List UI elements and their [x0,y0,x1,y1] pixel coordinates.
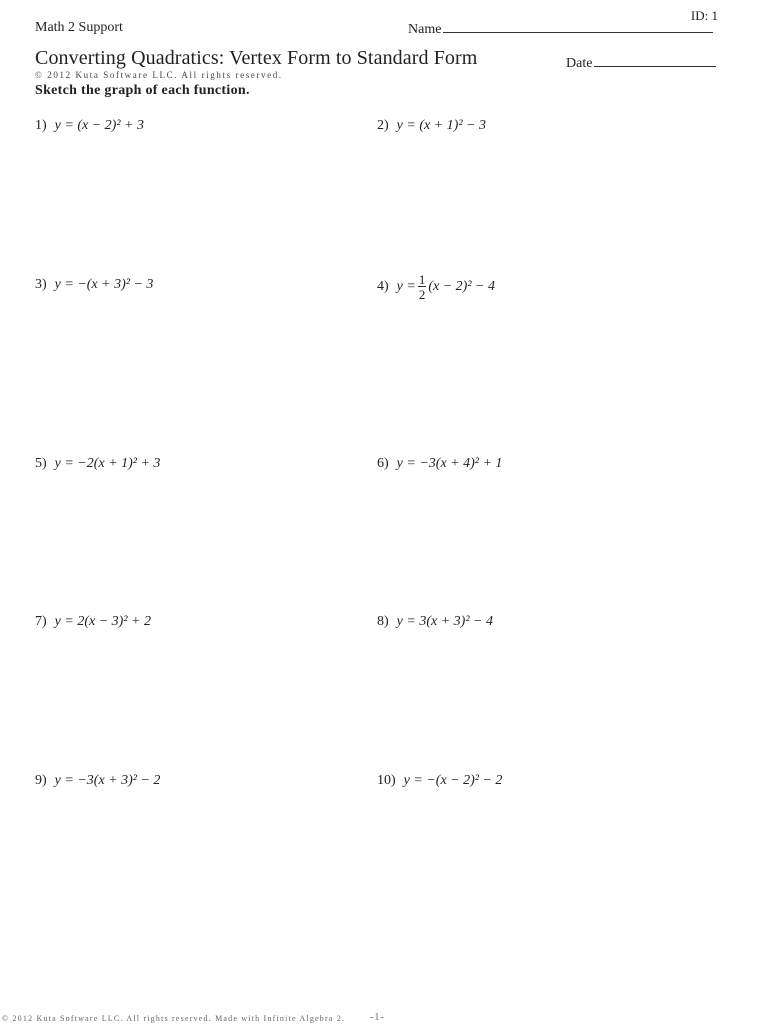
fraction-numerator: 1 [418,272,426,287]
footer-copyright: © 2012 Kuta Software LLC. All rights reserved. Made with Infinite Algebra 2. [2,1014,346,1023]
problem-number: 4) [377,279,389,294]
fraction [418,273,427,301]
problem-number: 1) [35,118,47,133]
problem-number: 5) [35,456,47,471]
problem-equation: y = (x + 1)² − 3 [396,118,486,133]
problem-5 [35,456,160,472]
problem-6 [377,456,502,472]
problem-7 [35,614,151,630]
problem-1 [35,118,144,134]
worksheet-id: ID: 1 [690,8,718,23]
name-field [408,20,713,38]
problem-equation: y = −2(x + 1)² + 3 [54,456,161,471]
problem-equation: y = 3(x + 3)² − 4 [396,614,493,629]
date-label: Date [566,56,593,71]
problem-2 [377,118,486,134]
problem-number: 8) [377,614,389,629]
problem-equation-lead: y = [396,279,416,294]
problem-8 [377,614,493,630]
name-label: Name [408,22,442,37]
problem-number: 6) [377,456,389,471]
worksheet-title: Converting Quadratics: Vertex Form to Standard Form [35,47,478,69]
problem-equation: y = −(x + 3)² − 3 [54,277,154,292]
instructions: Sketch the graph of each function. [35,83,250,98]
problem-equation: y = (x − 2)² + 3 [54,118,144,133]
problem-equation-tail: (x − 2)² − 4 [428,279,495,294]
copyright-notice: © 2012 Kuta Software LLC. All rights reserved. [35,70,283,80]
fraction-denominator: 2 [418,287,426,302]
problem-number: 10) [377,773,396,788]
problem-4 [377,273,495,301]
date-blank-line [594,54,716,67]
course-name: Math 2 Support [35,20,123,35]
problem-number: 2) [377,118,389,133]
problem-equation: y = 2(x − 3)² + 2 [54,614,151,629]
problem-number: 3) [35,277,47,292]
name-blank-line [443,20,713,33]
problem-number: 7) [35,614,47,629]
problem-3 [35,277,153,293]
date-field [566,54,716,72]
problem-9 [35,773,160,789]
problem-equation: y = −3(x + 4)² + 1 [396,456,503,471]
problem-number: 9) [35,773,47,788]
problem-equation: y = −(x − 2)² − 2 [403,773,503,788]
problem-equation: y = −3(x + 3)² − 2 [54,773,161,788]
page-number: -1- [370,1012,385,1023]
problem-10 [377,773,502,789]
